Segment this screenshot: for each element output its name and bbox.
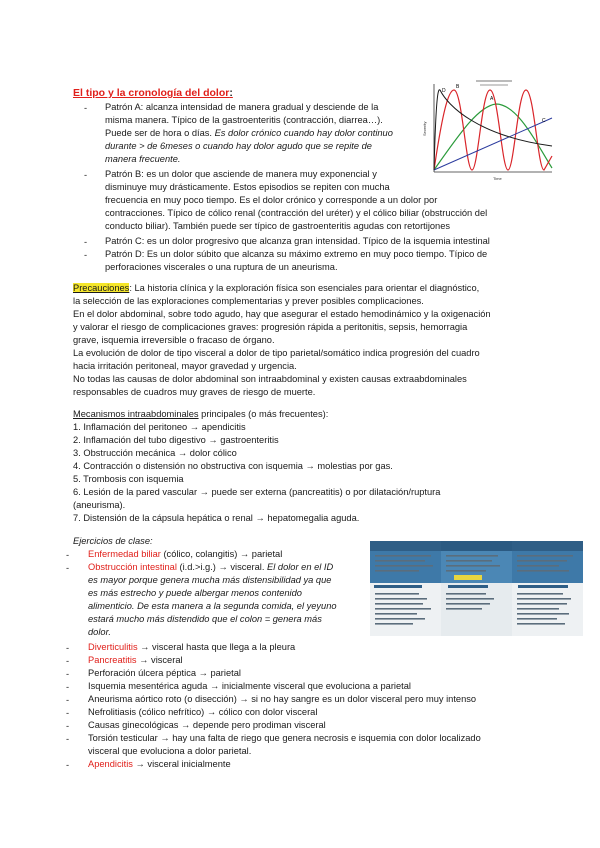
exercise-item-italic: es mayor porque genera mucha más distensibilidad ya que: [88, 575, 332, 585]
exercise-item-italic: es más estrecho y puede albergar menos contenido: [88, 588, 302, 598]
bullet: -: [66, 721, 70, 731]
pattern-a-italic: manera frecuente.: [105, 154, 181, 164]
bullet: -: [66, 708, 70, 718]
precautions-line: hacia irritación peritoneal, mayor gravedad y urgencia.: [73, 361, 297, 371]
precautions-line: y valorar el riesgo de complicaciones graves: progresión rápida a peritonitis, sepsis, hemorragia: [73, 322, 468, 332]
pattern-d-line: perforaciones viscerales o una ruptura de un aneurisma.: [105, 262, 338, 272]
pattern-b-line: frecuencia en muy poco tiempo. Es el dolor crónico y corresponde a un dolor por: [105, 195, 438, 205]
section-title: El tipo y la cronología del dolor:: [73, 87, 233, 99]
precautions-line: grave, isquemia irreversible o fracaso de órgano.: [73, 335, 275, 345]
bullet: -: [84, 250, 88, 260]
exercise-item-italic: alimenticio. De esta manera a la segunda comida, el yeyuno: [88, 601, 337, 611]
mechanism-item: (aneurisma).: [73, 500, 126, 510]
x-axis-label: Time: [493, 176, 502, 181]
exercises-title: Ejercicios de clase:: [73, 536, 153, 546]
mechanism-item: 6. Lesión de la pared vascular → puede ser externa (pancreatitis) o por dilatación/ruptura: [73, 487, 441, 497]
mechanism-item: 1. Inflamación del peritoneo → apendicitis: [73, 422, 246, 432]
exercise-item: Isquemia mesentérica aguda → inicialmente visceral que evoluciona a parietal: [88, 681, 411, 691]
exercise-item: Perforación úlcera péptica → parietal: [88, 668, 241, 678]
bullet: -: [84, 237, 88, 247]
photo-header-2: [441, 541, 512, 551]
exercise-item: Torsión testicular → hay una falta de riego que genera necrosis e isquemia con dolor localizado: [88, 733, 481, 743]
precautions-line: No todas las causas de dolor abdominal son intraabdominal y existen causas extraabdominales: [73, 374, 467, 384]
precautions-line: En el dolor abdominal, sobre todo agudo, hay que asegurar el estado hemodinámico y la oxigenación: [73, 309, 491, 319]
photo-subheader: [518, 585, 568, 588]
exercise-item: Causas ginecológicas → depende pero prodiman visceral: [88, 720, 326, 730]
exercise-item: Nefrolitiasis (cólico nefrítico) → cólico con dolor visceral: [88, 707, 318, 717]
mechanism-item: 5. Trombosis con isquemia: [73, 474, 184, 484]
photo-subheader: [374, 585, 422, 588]
pattern-b-line: Patrón B: es un dolor que asciende de manera muy exponencial y: [105, 169, 377, 179]
exercise-item: Diverticulitis → visceral hasta que llega a la pleura: [88, 642, 296, 652]
pattern-b-line: contracciones. Típico de cólico renal (contracción del uréter) y el cólico biliar (obstrucción del: [105, 208, 488, 218]
pattern-b-line: conducto biliar). También puede ser típico de gastroenteritis agudas con retortijones: [105, 221, 451, 231]
exercise-item-italic: dolor.: [88, 627, 111, 637]
bullet: -: [66, 695, 70, 705]
pattern-a-line: misma manera. Típico de la gastroenteritis (contracción, diarrea…).: [105, 115, 383, 125]
figure-header-smudge: [480, 84, 508, 86]
exercise-item: Enfermedad biliar (cólico, colangitis) → parietal: [88, 549, 283, 559]
bullet: -: [66, 563, 70, 573]
pain-pattern-figure: [418, 76, 556, 184]
exercise-item: Aneurisma aórtico roto (o disección) → si no hay sangre es un dolor visceral pero muy intenso: [88, 694, 477, 704]
y-axis-label: Severity: [422, 121, 427, 136]
bullet: -: [84, 103, 88, 113]
mechanism-item: 4. Contracción o distensión no obstructiva con isquemia → molestias por gas.: [73, 461, 393, 471]
bullet: -: [84, 170, 88, 180]
exercise-item: visceral que evoluciona a dolor parietal.: [88, 746, 252, 756]
precautions-line: la selección de las exploraciones complementarias y prever posibles complicaciones.: [73, 296, 424, 306]
precautions-first-line: Precauciones: La historia clínica y la exploración física son esenciales para orientar el diagnóstico,: [73, 283, 480, 293]
exercise-item: Pancreatitis → visceral: [88, 655, 183, 665]
pattern-a-line: Puede ser de hora o días. Es dolor crónico cuando hay dolor continuo: [105, 128, 393, 138]
bullet: -: [66, 760, 70, 770]
mechanisms-title: Mecanismos intraabdominales principales (o más frecuentes):: [73, 409, 329, 419]
photo-subheader: [448, 585, 488, 588]
bullet: -: [66, 643, 70, 653]
bullet: -: [66, 734, 70, 744]
exercise-item: Obstrucción intestinal (i.d.>i.g.) → visceral. El dolor en el ID: [88, 562, 334, 572]
pattern-a-italic: durante > de 6meses o cuando hay dolor agudo que se repite de: [105, 141, 372, 151]
photo-header-3: [512, 541, 583, 551]
bullet: -: [66, 656, 70, 666]
pattern-a-line: Patrón A: alcanza intensidad de manera gradual y desciende de la: [105, 102, 379, 112]
label-b: B: [456, 84, 460, 90]
label-d: D: [442, 88, 446, 94]
pattern-d-line: Patrón D: Es un dolor súbito que alcanza su máximo extremo en muy poco tiempo. Típico de: [105, 249, 488, 259]
mechanism-item: 2. Inflamación del tubo digestivo → gastroenteritis: [73, 435, 279, 445]
label-a: A: [490, 96, 494, 102]
precautions-line: responsables de cuadros muy graves de riesgo de muerte.: [73, 387, 316, 397]
exercise-item: Apendicitis → visceral inicialmente: [88, 759, 231, 769]
bullet: -: [66, 682, 70, 692]
exercise-item-italic: estará mucho más distendido que el colon = genera más: [88, 614, 322, 624]
mechanism-item: 3. Obstrucción mecánica → dolor cólico: [73, 448, 237, 458]
pattern-b-line: disminuye muy drásticamente. Estos episodios se repiten con mucha: [105, 182, 390, 192]
bullet: -: [66, 550, 70, 560]
photo-header-1: [370, 541, 441, 551]
mechanism-item: 7. Distensión de la cápsula hepática o renal → hepatomegalia aguda.: [73, 513, 360, 523]
photo-highlight: [454, 575, 482, 580]
photo-table-image: [370, 541, 583, 636]
bullet: -: [66, 669, 70, 679]
figure-header-smudge: [476, 80, 512, 82]
pattern-c-line: Patrón C: es un dolor progresivo que alcanza gran intensidad. Típico de la isquemia intestinal: [105, 236, 490, 246]
precautions-line: La evolución de dolor de tipo visceral a dolor de tipo parietal/somático indica progresión del cuadro: [73, 348, 480, 358]
label-c: C: [542, 118, 546, 124]
